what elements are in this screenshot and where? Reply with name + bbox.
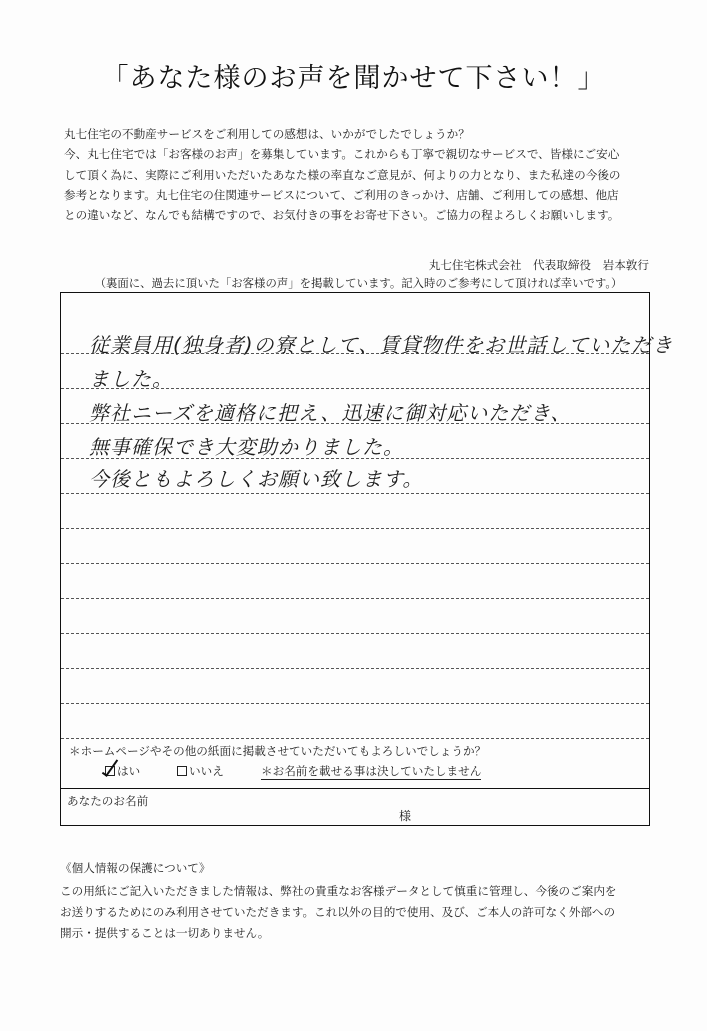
privacy-line: 開示・提供することは一切ありません。 (60, 926, 270, 940)
intro-line: して頂く為に、実際にご利用いただいたあなた様の率直なご意見が、何よりの力となり、また私達の今後の (64, 167, 621, 182)
rule-line (61, 668, 649, 669)
rule-line (61, 633, 649, 634)
yes-checkbox[interactable] (105, 766, 115, 776)
page-title: 「あなた様のお声を聞かせて下さい！」 (101, 63, 606, 94)
name-field[interactable] (61, 788, 649, 827)
name-publish-note: ＊お名前を載せる事は決していたしません (261, 764, 482, 778)
intro-line: 今、丸七住宅では「お客様のお声」を募集しています。これからも丁寧で親切なサービスで、皆様にご安心 (64, 147, 620, 162)
handwritten-line: ました。 (89, 367, 173, 391)
no-checkbox[interactable] (177, 766, 187, 776)
rule-line (61, 563, 649, 564)
yes-label: はい (117, 764, 141, 778)
permission-question: ＊ホームページやその他の紙面に掲載させていただいてもよろしいでしょうか？ (69, 744, 487, 758)
rule-line (61, 598, 649, 599)
privacy-line: この用紙にご記入いただきました情報は、弊社の貴重なお客様データとして慎重に管理し、今後のご案内を (60, 884, 617, 898)
no-label: いいえ (189, 764, 224, 778)
name-label: あなたのお名前 (67, 794, 149, 808)
intro-line: 参考となります。丸七住宅の住関連サービスについて、ご利用のきっかけ、店舗、ご利用しての感想、他店 (64, 187, 619, 202)
company-signature: 丸七住宅株式会社 代表取締役 岩本敦行 (428, 258, 649, 272)
rule-line (61, 493, 649, 494)
privacy-line: お送りするためにのみ利用させていただきます。これ以外の目的で使用、及び、ご本人の許可なく外部への (60, 905, 616, 919)
handwritten-line: 従業員用(独身者)の寮として、賃貸物件をお世話していただき (89, 333, 674, 357)
privacy-section (60, 858, 660, 944)
name-suffix: 様 (399, 809, 412, 823)
intro-text (64, 124, 654, 225)
intro-line: 丸七住宅の不動産サービスをご利用しての感想は、いかがでしたでしょうか？ (64, 127, 470, 141)
feedback-form (60, 292, 674, 826)
intro-line: との違いなど、なんでも結構ですので、お気付きの事をお寄せ下さい。ご協力の程よろしくお願いします。 (64, 208, 620, 223)
privacy-heading: 《個人情報の保護について》 (60, 861, 211, 875)
handwritten-line: 弊社ニーズを適格に把え、迅速に御対応いただき、 (89, 401, 572, 425)
rule-line (61, 528, 649, 529)
reference-note: （裏面に、過去に頂いた「お客様の声」を掲載しています。記入時のご参考にして頂ければ幸いです。） (94, 276, 623, 290)
handwritten-line: 今後ともよろしくお願い致します。 (89, 467, 424, 491)
handwritten-line: 無事確保でき大変助かりました。 (89, 435, 404, 459)
option-yes[interactable] (105, 763, 140, 779)
option-no[interactable] (177, 763, 224, 779)
rule-line (61, 703, 649, 704)
